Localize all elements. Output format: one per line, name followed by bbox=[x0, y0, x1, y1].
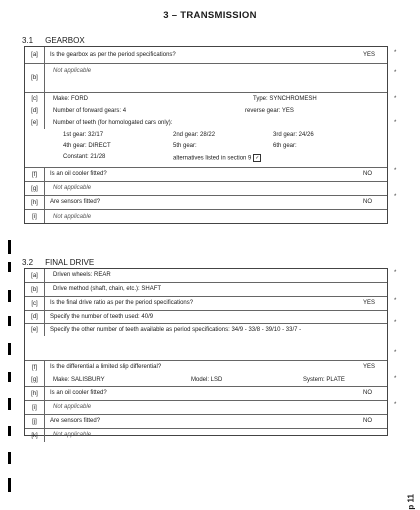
final-drive-row-g bbox=[25, 374, 387, 387]
star-mark: * bbox=[394, 168, 397, 174]
row-code: [g] bbox=[25, 182, 45, 195]
row-code: [f] bbox=[25, 361, 45, 374]
star-mark: * bbox=[394, 270, 397, 276]
answer-text: YES bbox=[363, 300, 376, 306]
question-text: Is an oil cooler fitted? bbox=[50, 390, 107, 396]
final-drive-table bbox=[24, 268, 388, 439]
star-mark: * bbox=[394, 402, 397, 408]
final-drive-row-f bbox=[25, 361, 387, 374]
row-code: [e] bbox=[25, 324, 45, 336]
row-code: [j] bbox=[25, 415, 45, 428]
question-text: Are sensors fitted? bbox=[50, 199, 101, 205]
gear-3: 3rd gear: 24/26 bbox=[273, 132, 314, 138]
final-drive-row-d bbox=[25, 311, 387, 324]
not-applicable-text: Not applicable bbox=[53, 432, 92, 438]
row-code: [h] bbox=[25, 196, 45, 209]
gearbox-row-d bbox=[25, 105, 387, 117]
reverse-gear-text: reverse gear: YES bbox=[245, 108, 294, 114]
gearbox-row-b bbox=[25, 64, 387, 93]
star-mark: * bbox=[394, 194, 397, 200]
gearbox-row-e bbox=[25, 117, 387, 168]
gearbox-row-g bbox=[25, 182, 387, 196]
row-code: [b] bbox=[25, 283, 45, 296]
question-text: Is an oil cooler fitted? bbox=[50, 171, 107, 177]
gearbox-row-a bbox=[25, 47, 387, 64]
teeth-used-text: Specify the number of teeth used: 40/9 bbox=[50, 314, 154, 320]
row-code: [c] bbox=[25, 93, 45, 105]
star-mark: * bbox=[394, 96, 397, 102]
gearbox-heading bbox=[22, 36, 85, 45]
gear-1: 1st gear: 32/17 bbox=[63, 132, 104, 138]
alternatives-text: alternatives listed in section 9 bbox=[173, 155, 252, 162]
answer-text: NO bbox=[363, 418, 372, 424]
constant-gear: Constant: 21/28 bbox=[63, 154, 106, 160]
not-applicable-text: Not applicable bbox=[53, 185, 92, 191]
forward-gears-text: Number of forward gears: 4 bbox=[53, 108, 127, 114]
gear-5: 5th gear: bbox=[173, 143, 197, 149]
final-drive-row-j bbox=[25, 415, 387, 429]
row-code: [e] bbox=[25, 117, 45, 129]
row-code: [f] bbox=[25, 168, 45, 181]
page-title: 3 – TRANSMISSION bbox=[163, 10, 257, 21]
star-mark: * bbox=[394, 376, 397, 382]
diff-model-text: Model: LSD bbox=[191, 377, 223, 383]
gearbox-row-f bbox=[25, 168, 387, 182]
diff-system-text: System: PLATE bbox=[303, 377, 345, 383]
final-drive-row-e bbox=[25, 324, 387, 361]
star-mark: * bbox=[394, 298, 397, 304]
gearbox-row-i bbox=[25, 210, 387, 235]
gearbox-number: 3.1 bbox=[22, 36, 34, 45]
final-drive-row-c bbox=[25, 297, 387, 311]
answer-text: NO bbox=[363, 199, 372, 205]
row-code: [a] bbox=[25, 269, 45, 282]
row-code: [k] bbox=[25, 429, 45, 442]
gear-2: 2nd gear: 28/22 bbox=[173, 132, 216, 138]
not-applicable-text: Not applicable bbox=[53, 68, 92, 74]
final-drive-row-h bbox=[25, 387, 387, 401]
row-code: [d] bbox=[25, 311, 45, 323]
alternatives-note bbox=[173, 154, 261, 162]
driven-wheels-text: Driven wheels: REAR bbox=[53, 272, 111, 278]
final-drive-row-b bbox=[25, 283, 387, 297]
answer-text: NO bbox=[363, 171, 372, 177]
teeth-available-text: Specify the other number of teeth available as period specifications: 34/9 - 33/8 - 39/10 - 33/7 - bbox=[50, 327, 302, 333]
gear-4: 4th gear: DIRECT bbox=[63, 143, 111, 149]
teeth-label: Number of teeth (for homologated cars only): bbox=[53, 120, 173, 126]
not-applicable-text: Not applicable bbox=[53, 214, 92, 220]
question-text: Is the final drive ratio as per the period specifications? bbox=[50, 300, 194, 306]
star-mark: * bbox=[394, 350, 397, 356]
row-code: [a] bbox=[25, 47, 45, 63]
final-drive-heading bbox=[22, 258, 94, 267]
final-drive-row-i bbox=[25, 401, 387, 415]
answer-text: YES bbox=[363, 52, 376, 58]
gearbox-row-h bbox=[25, 196, 387, 210]
row-code: [i] bbox=[25, 401, 45, 414]
gearbox-table bbox=[24, 46, 388, 224]
star-mark: * bbox=[394, 70, 397, 76]
question-text: Is the gearbox as per the period specifications? bbox=[50, 52, 176, 58]
star-mark: * bbox=[394, 120, 397, 126]
star-mark: * bbox=[394, 50, 397, 56]
row-code: [c] bbox=[25, 297, 45, 310]
row-code: [i] bbox=[25, 210, 45, 223]
gearbox-title: GEARBOX bbox=[45, 36, 85, 45]
question-text: Is the differential a limited slip differential? bbox=[50, 364, 162, 370]
drive-method-text: Drive method (shaft, chain, etc.): SHAFT bbox=[53, 286, 162, 292]
final-drive-title: FINAL DRIVE bbox=[45, 258, 95, 267]
type-text: Type: SYNCHROMESH bbox=[253, 96, 317, 102]
row-code: [d] bbox=[25, 105, 45, 117]
star-mark: * bbox=[394, 320, 397, 326]
row-code: [b] bbox=[25, 64, 45, 92]
row-code: [h] bbox=[25, 387, 45, 400]
gearbox-row-c bbox=[25, 93, 387, 105]
question-text: Are sensors fitted? bbox=[50, 418, 101, 424]
answer-text: NO bbox=[363, 390, 372, 396]
answer-text: YES bbox=[363, 364, 376, 370]
alternatives-checkbox[interactable]: ✓ bbox=[255, 155, 260, 161]
make-text: Make: FORD bbox=[53, 96, 89, 102]
diff-make-text: Make: SALISBURY bbox=[53, 377, 105, 383]
gear-6: 6th gear: bbox=[273, 143, 297, 149]
page-number: p 11 bbox=[407, 494, 416, 510]
final-drive-row-k bbox=[25, 429, 387, 444]
row-code: [g] bbox=[25, 374, 45, 386]
not-applicable-text: Not applicable bbox=[53, 404, 92, 410]
final-drive-number: 3.2 bbox=[22, 258, 34, 267]
final-drive-row-a bbox=[25, 269, 387, 283]
